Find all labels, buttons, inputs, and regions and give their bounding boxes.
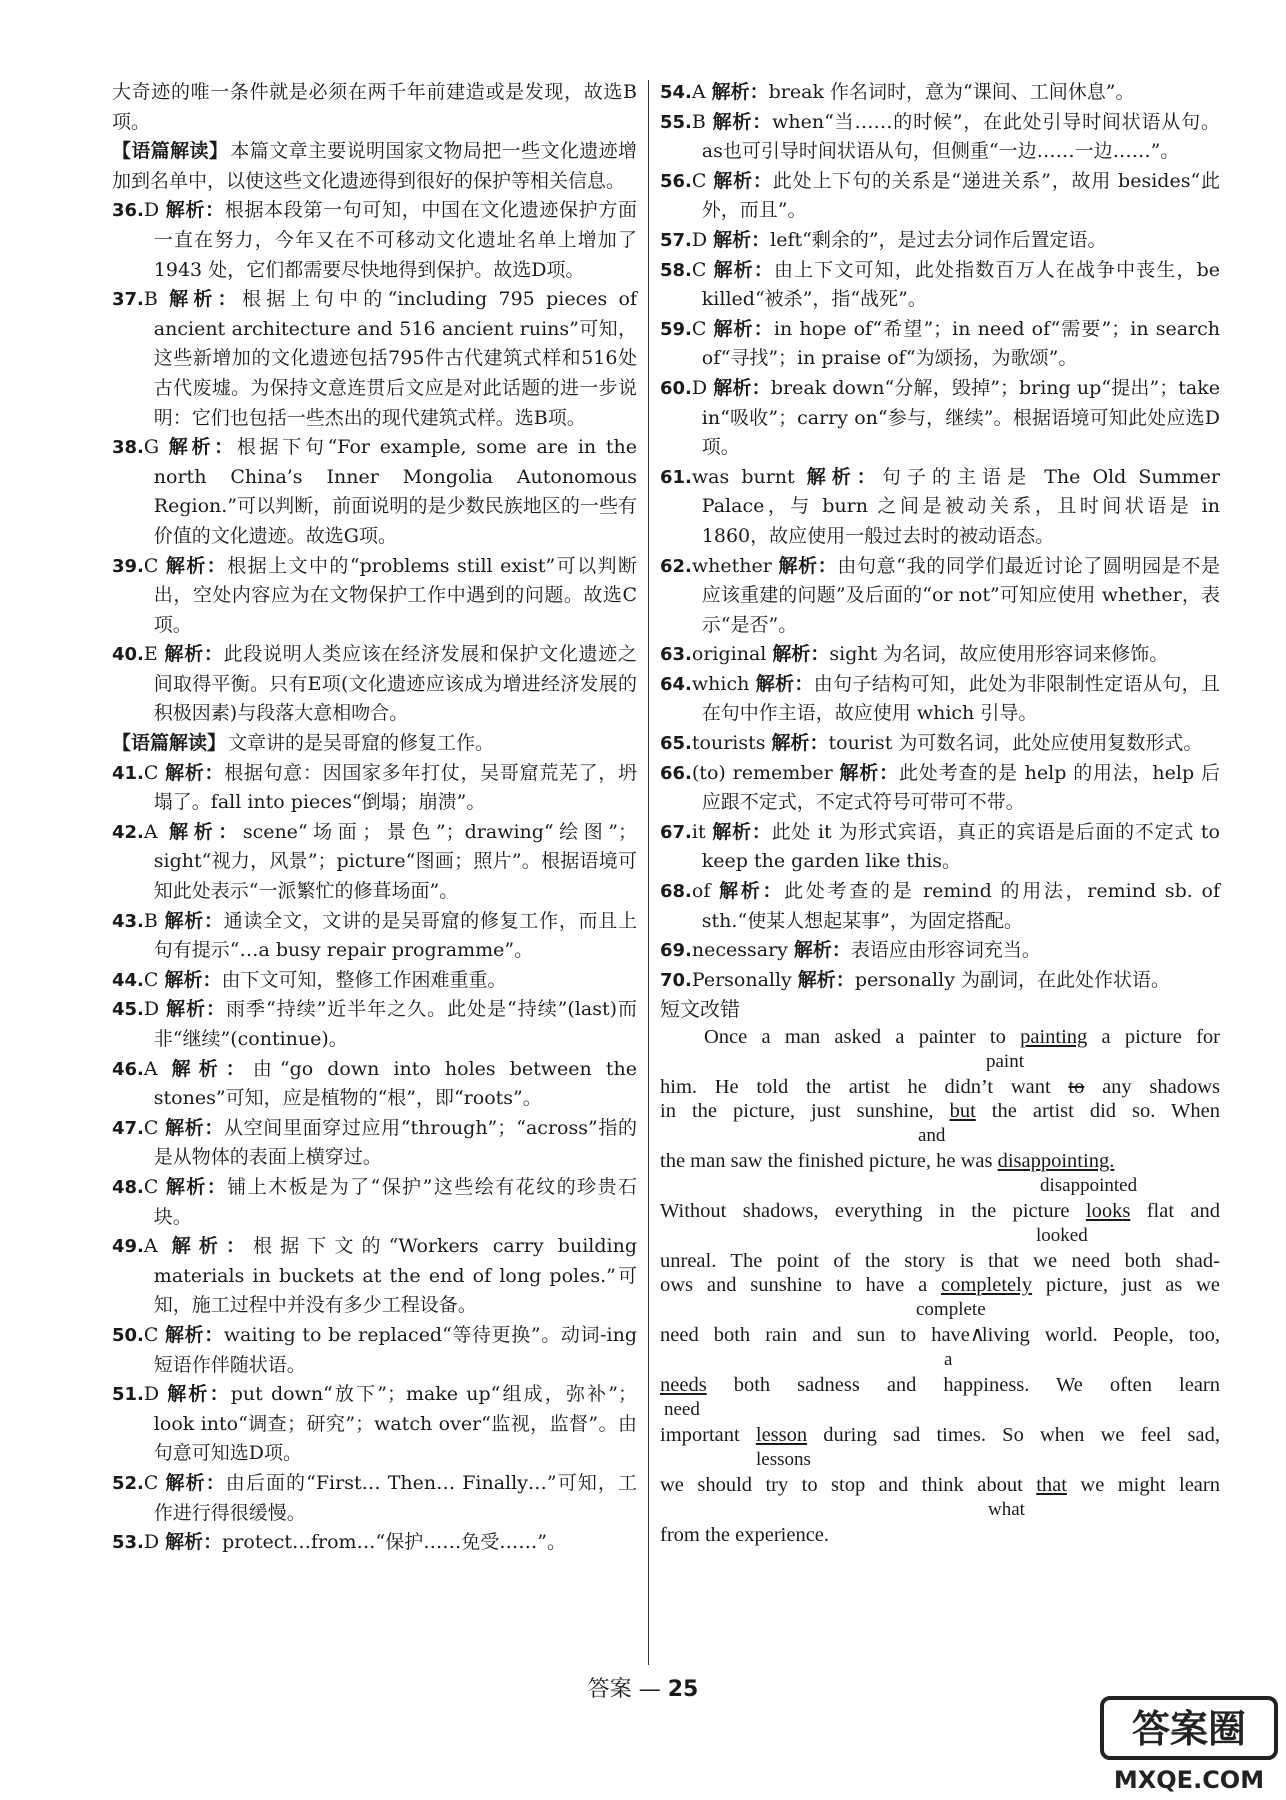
analysis-label: 解析： [713,376,771,399]
analysis-text: 通读全文，文讲的是吴哥窟的修复工作，而且上句有提示“…a busy repair programme”。 [153,909,637,962]
question-number: 64. [660,673,692,695]
correction-word: complete [916,1299,986,1320]
analysis-text: tourist 为可数名词，此处应使用复数形式。 [828,732,1203,755]
page-footer [0,1672,1286,1703]
essay-text: we might learn [1066,1474,1220,1496]
essay-text: during sad times. So when we feel sad, [807,1424,1220,1446]
answer-item [660,78,1220,108]
analysis-label: 解析： [777,554,838,577]
analysis-text: 句子的主语是 The Old Summer Palace，与 burn 之间是被动关系，且时间状语是 in 1860，故应使用一般过去时的被动语态。 [701,465,1220,547]
analysis-text: 此处 it 为形式宾语，真正的宾语是后面的不定式 to keep the garden like this。 [701,820,1220,873]
analysis-label: 解析： [713,228,771,251]
correction-row [660,1447,1220,1473]
correction-row [660,1173,1220,1199]
answer-choice: D [143,998,160,1021]
analysis-label: 解析： [165,998,227,1021]
essay-line [660,1025,1220,1049]
answer-item [112,995,637,1054]
essay-heading: 短文改错 [660,997,740,1022]
correction-word: and [918,1125,946,1146]
correction-word: paint [986,1051,1024,1072]
correction-row [660,1347,1220,1373]
answer-item [112,1232,637,1321]
question-number: 42. [112,821,144,843]
analysis-text: break down“分解，毁掉”；bring up“提出”；take in“吸收”；carry on“参与，继续”。根据语境可知此处应选D项。 [701,376,1220,459]
answer-item [660,256,1220,315]
footer-label: 答案 [587,1677,632,1702]
answer-item [660,463,1220,552]
analysis-label: 解析： [164,968,222,991]
question-number: 37. [112,289,144,311]
essay-text: a picture for [1087,1026,1220,1048]
analysis-text: sight 为名词，故应使用形容词来修饰。 [829,643,1169,666]
answer-item [112,1528,637,1558]
answer-choice: A [143,820,158,843]
analysis-text: 由句意“我的同学们最近讨论了圆明园是不是应该重建的问题”及后面的“or not”可知应使用 whether，表示“是否”。 [701,554,1220,636]
left-column [112,78,637,1558]
question-number: 70. [660,969,692,991]
question-number: 52. [112,1472,144,1494]
question-number: 67. [660,821,692,843]
answer-choice: whether [691,554,772,577]
error-word: but [949,1100,976,1122]
analysis-text: 根据本段第一句可知，中国在文化遗迹保护方面一直在努力，今年又在不可移动文化遗址名单上增加了 1943 处，它们都需要尽快地得到保护。故选D项。 [153,199,637,281]
analysis-text: put down“放下”；make up“组成，弥补”；look into“调查；研究”；watch over“监视，监督”。由句意可知选D项。 [153,1383,637,1465]
answer-item [112,1114,637,1173]
essay-text: the artist did so. When [975,1100,1220,1122]
answer-choice: Personally [691,968,792,991]
question-number: 65. [660,733,692,755]
analysis-label: 解析： [772,643,830,666]
answer-item [660,167,1220,226]
analysis-text: 从空间里面穿过应用“through”；“across”指的是从物体的表面上横穿过。 [153,1116,637,1169]
correction-row [660,1223,1220,1249]
analysis-label: 解析： [712,258,774,281]
question-number: 56. [660,170,692,192]
analysis-label: 解析： [163,820,243,843]
essay-line [660,1373,1220,1397]
answer-item [112,818,637,907]
intro-text: 大奇迹的唯一条件就是必须在两千年前建造或是发现，故选B项。 [112,81,637,133]
analysis-text: 雨季“持续”近半年之久。此处是“持续”(last)而非“继续”(continue)。 [153,998,637,1050]
answer-item [112,433,637,551]
question-number: 66. [660,762,692,784]
answer-choice: D [143,1383,160,1406]
answer-choice: D [143,199,160,222]
essay-line [660,1099,1220,1123]
analysis-label: 解析： [165,1531,223,1554]
correction-row [660,1123,1220,1149]
answer-item [660,315,1220,374]
analysis-label: 解析： [164,554,228,577]
correction-row [660,1497,1220,1523]
essay-line [660,1473,1220,1497]
error-word: painting [1020,1026,1088,1048]
essay-text: him. He told the artist he didn’t want [660,1076,1069,1098]
analysis-label: 解析： [793,939,851,962]
question-number: 69. [660,940,692,962]
watermark-logo [1100,1696,1278,1796]
question-number: 49. [112,1236,144,1258]
answer-item [660,552,1220,641]
question-number: 45. [112,999,144,1021]
analysis-label: 解析： [164,1175,228,1198]
answer-choice: was burnt [691,465,795,488]
answer-item [112,907,637,966]
answer-choice: E [143,643,158,666]
correction-row [660,1297,1220,1323]
answer-choice: necessary [691,939,788,962]
analysis-text: 由句子结构可知，此处为非限制性定语从句，且在句中作主语，故应使用 which 引导。 [701,672,1220,725]
answer-choice: C [143,761,159,784]
question-number: 39. [112,555,144,577]
analysis-text: in hope of“希望”；in need of“需要”；in search of“寻找”；in praise of“为颂扬，为歌颂”。 [701,317,1220,370]
essay-line [660,1075,1220,1099]
answer-item [660,108,1220,167]
question-number: 44. [112,969,144,991]
answer-choice: it [691,820,706,843]
analysis-label: 解析： [164,1471,226,1494]
question-number: 59. [660,318,692,340]
answer-item [660,966,1220,996]
analysis-text: 根据下句“For example, some are in the north China’s Inner Mongolia Autonomous Region.”可以判断，前面说明的是少数民族地区的一些有价值的文化遗迹。故选G项。 [153,436,637,547]
essay-line [660,1523,1220,1547]
analysis-text: 此处考查的是 help 的用法，help 后应跟不定式，不定式符号可带可不带。 [701,761,1220,814]
answer-item [112,196,637,285]
answer-item [660,759,1220,818]
analysis-text: 由下文可知，整修工作困难重重。 [221,968,507,991]
answer-choice: C [143,968,159,991]
answer-choice: G [143,436,160,459]
answer-item [112,966,637,996]
essay-line [660,1199,1220,1223]
error-word: needs [660,1374,707,1396]
discourse-text: 本篇文章主要说明国家文物局把一些文化遗迹增加到名单中，以使这些文化遗迹得到很好的保护等相关信息。 [112,140,637,192]
answer-choice: C [691,169,707,192]
answer-choice: of [691,880,711,903]
essay-text: Once a man asked a painter to [704,1026,1021,1048]
essay-text: picture, just as we [1032,1274,1221,1296]
answer-item [660,640,1220,670]
correction-word: need [664,1399,700,1420]
analysis-text: 由后面的“First… Then… Finally…”可知，工作进行得很缓慢。 [153,1471,637,1524]
analysis-label: 解析： [797,968,855,991]
question-number: 54. [660,82,692,103]
analysis-label: 解析： [711,81,769,103]
analysis-text: personally 为副词，在此处作状语。 [854,968,1170,991]
essay-text: from the experience. [660,1524,830,1546]
answer-choice: B [143,909,158,932]
question-number: 41. [112,762,144,784]
answer-item [660,374,1220,463]
answer-choice: which [691,672,750,695]
analysis-text: waiting to be replaced“等待更换”。动词-ing短语作伴随状语。 [153,1323,637,1376]
answer-item [660,818,1220,877]
essay-text: both sadness and happiness. We often learn [706,1374,1220,1396]
answer-choice: (to) remember [691,761,833,784]
analysis-label: 解析： [163,1235,254,1258]
answer-item [112,1321,637,1380]
analysis-label: 解析： [711,820,772,843]
question-number: 36. [112,200,144,222]
discourse-reading [112,137,637,196]
analysis-text: 由“go down into holes between the stones”可知，应是植物的“根”，即“roots”。 [153,1057,637,1110]
error-word: that [1036,1474,1067,1496]
error-word: lesson [755,1424,808,1446]
question-number: 53. [112,1532,144,1554]
essay-text: flat and [1130,1200,1221,1222]
watermark-text-en: MXQE.COM [1113,1766,1265,1794]
answer-choice: original [691,643,767,666]
question-number: 55. [660,111,692,133]
answer-item [660,226,1220,256]
essay-text: any shadows [1084,1076,1220,1098]
analysis-label: 解析： [712,317,774,340]
question-number: 63. [660,644,692,666]
error-word: completely [941,1274,1033,1296]
essay-text: we should try to stop and think about [660,1474,1037,1496]
essay-text: the man saw the finished picture, he was [660,1150,998,1172]
insert-mark: ∧ [969,1324,985,1346]
answer-item [660,729,1220,759]
question-number: 50. [112,1324,144,1346]
essay-text: in the picture, just sunshine, [660,1100,950,1122]
footer-dash: — [638,1677,661,1702]
deleted-word: to [1068,1076,1085,1098]
answer-choice: C [143,1116,159,1139]
analysis-label: 解析： [164,1116,225,1139]
question-number: 46. [112,1058,144,1080]
question-number: 40. [112,644,144,666]
answer-item [660,670,1220,729]
analysis-text: break 作名词时，意为“课间、工间休息”。 [768,81,1135,103]
correction-word: lessons [756,1449,811,1470]
analysis-text: 由上下文可知，此处指数百万人在战争中丧生，be killed“被杀”，指“战死”。 [701,258,1220,311]
correction-word: looked [1036,1225,1088,1246]
analysis-label: 解析： [163,288,242,311]
question-number: 61. [660,466,692,488]
essay-text: ows and sunshine to have a [660,1274,942,1296]
page-number: 25 [667,1677,699,1702]
question-number: 47. [112,1117,144,1139]
analysis-text: 此处上下句的关系是“递进关系”，故用 besides“此外，而且”。 [701,169,1220,222]
answer-item [112,1173,637,1232]
answer-item [112,1380,637,1469]
question-number: 60. [660,377,692,399]
answer-choice: C [143,1323,159,1346]
analysis-label: 解析： [165,199,225,222]
answer-item [660,877,1220,936]
answer-choice: D [143,1531,160,1554]
analysis-text: 根据下文的“Workers carry building materials in buckets at the end of long poles.”可知，施工过程中并没有多少工程设备。 [153,1235,637,1317]
answer-choice: D [691,376,708,399]
error-correction-essay [660,1025,1220,1547]
essay-text: need both rain and sun to have [660,1324,970,1346]
answer-choice: A [143,1235,158,1258]
question-number: 68. [660,881,692,903]
answer-item [112,552,637,641]
answer-choice: A [143,1057,158,1080]
watermark-text-cn: 答案圈 [1131,1707,1247,1751]
analysis-label: 解析： [712,169,773,192]
discourse-tag: 【语篇解读】 [112,140,229,163]
analysis-label: 解析： [164,1323,224,1346]
answer-choice: tourists [691,732,766,755]
answer-choice: C [691,258,707,281]
answer-choice: D [691,228,708,251]
essay-line [660,1249,1220,1273]
answer-choice: C [143,554,159,577]
analysis-text: 此处考查的是 remind 的用法，remind sb. of sth.“使某人想起某事”，为固定搭配。 [701,880,1220,932]
correction-word: disappointed [1040,1175,1138,1196]
analysis-text: 根据句意：因国家多年打仗，吴哥窟荒芜了，坍塌了。fall into pieces“倒塌；崩溃”。 [153,761,637,814]
analysis-text: 表语应由形容词充当。 [850,939,1041,962]
answer-item [112,285,637,433]
analysis-text: scene“场面；景色”；drawing“绘图”；sight“视力，风景”；picture“图画；照片”。根据语境可知此处表示“一派繁忙的修葺场面”。 [153,820,637,903]
discourse-reading [112,729,637,759]
correction-word: what [988,1499,1025,1520]
analysis-label: 解析： [163,1057,253,1080]
correction-row [660,1049,1220,1075]
answer-choice: B [691,110,706,133]
analysis-text: 根据上句中的“including 795 pieces of ancient architecture and 516 ancient ruins”可知，这些新增加的文化遗迹包括795件古代建筑式样和516处古代废墟。为保持文意连贯后文应是对此话题的进一步说明：它们也包括一些杰出的现代建筑式样。选B项。 [153,288,637,429]
answer-item [112,640,637,729]
question-number: 43. [112,910,144,932]
answer-choice: B [143,288,158,311]
essay-text: living world. People, too, [981,1324,1220,1346]
analysis-label: 解析： [711,110,773,133]
analysis-label: 解析： [163,643,224,666]
analysis-label: 解析： [771,732,829,755]
analysis-text: protect…from…“保护……免受……”。 [222,1531,566,1554]
answer-choice: C [143,1175,159,1198]
essay-line [660,1149,1220,1173]
analysis-label: 解析： [716,880,785,903]
essay-line [660,1273,1220,1297]
question-number: 38. [112,437,144,459]
analysis-label: 解析： [163,909,224,932]
error-word: disappointing. [997,1150,1115,1172]
right-column [660,78,1220,1547]
discourse-tag: 【语篇解读】 [112,732,227,755]
essay-text: unreal. The point of the story is that we need both shad- [660,1250,1220,1272]
analysis-label: 解析： [800,465,882,488]
answer-choice: C [691,317,707,340]
essay-line [660,1423,1220,1447]
essay-line [660,1323,1220,1347]
question-number: 48. [112,1176,144,1198]
column-divider [648,80,649,1665]
analysis-text: left“剩余的”，是过去分词作后置定语。 [770,228,1107,251]
answer-choice: A [691,81,706,103]
analysis-text: when“当……的时候”，在此处引导时间状语从句。as也可引导时间状语从句，但侧重“一边……一边……”。 [701,110,1220,163]
essay-text: Without shadows, everything in the picture [660,1200,1086,1222]
discourse-text: 文章讲的是吴哥窟的修复工作。 [228,732,495,755]
analysis-text: 此段说明人类应该在经济发展和保护文化遗迹之间取得平衡。只有E项(文化遗迹应该成为增进经济发展的积极因素)与段落大意相吻合。 [153,643,637,725]
answer-choice: C [143,1471,159,1494]
answer-item [112,1469,637,1528]
question-number: 57. [660,229,692,251]
analysis-text: 根据上文中的“problems still exist”可以判断出，空处内容应为在文物保护工作中遇到的问题。故选C项。 [153,554,637,636]
correction-row [660,1397,1220,1423]
analysis-label: 解析： [164,761,225,784]
question-number: 58. [660,259,692,281]
essay-text: important [660,1424,756,1446]
answer-item [660,936,1220,966]
correction-word: a [944,1349,953,1370]
analysis-label: 解析： [165,436,237,459]
analysis-label: 解析： [755,672,814,695]
analysis-label: 解析： [838,761,899,784]
question-number: 62. [660,555,692,577]
analysis-label: 解析： [165,1383,231,1406]
answer-item [112,1055,637,1114]
answer-item [112,759,637,818]
analysis-text: 铺上木板是为了“保护”这些绘有花纹的珍贵石块。 [153,1175,637,1228]
error-word: looks [1085,1200,1131,1222]
question-number: 51. [112,1384,144,1406]
